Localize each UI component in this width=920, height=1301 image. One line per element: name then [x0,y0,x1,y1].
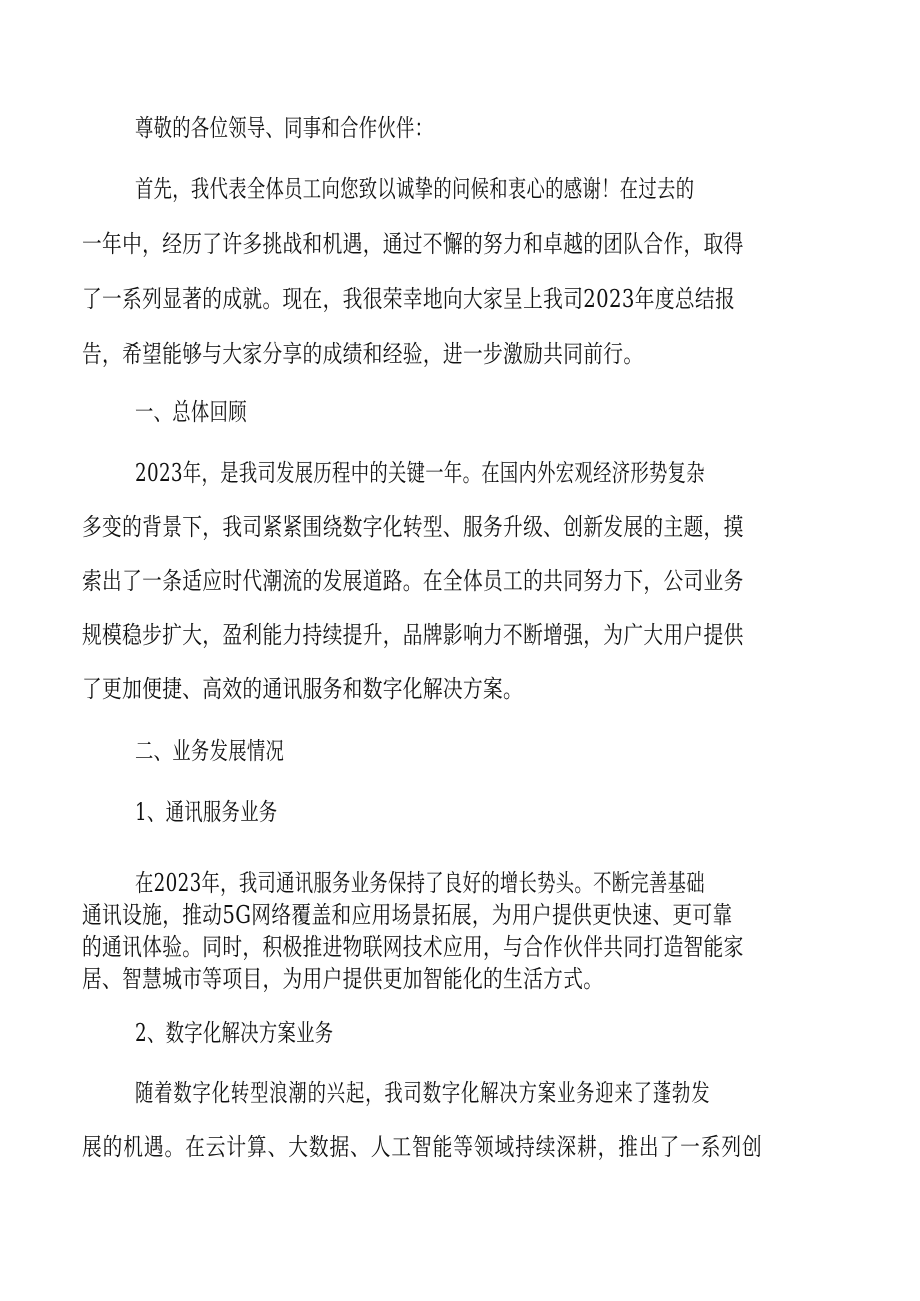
salutation: 尊敬的各位领导、同事和合作伙伴： [135,114,434,142]
subsection2-line-1: 随着数字化转型浪潮的兴起，我司数字化解决方案业务迎来了蓬勃发 [135,1079,711,1107]
section1-line-4: 规模稳步扩大，盈利能力持续提升，品牌影响力不断增强，为广大用户提供 [82,621,744,649]
subsection1-line-2: 通讯设施，推动5G网络覆盖和应用场景拓展，为用户提供更快速、更可靠 [82,901,733,929]
intro-line-1: 首先，我代表全体员工向您致以诚挚的问候和衷心的感谢！在过去的 [135,175,695,203]
section1-line-2: 多变的背景下，我司紧紧围绕数字化转型、服务升级、创新发展的主题，摸 [82,513,744,541]
intro-line-4: 告，希望能够与大家分享的成绩和经验，进一步激励共同前行。 [82,340,644,368]
subsection1-line-1: 在2023年，我司通讯服务业务保持了良好的增长势头。不断完善基础 [135,869,705,897]
subsection1-line-3: 的通讯体验。同时，积极推进物联网技术应用，与合作伙伴共同打造智能家 [82,933,744,961]
intro-line-2: 一年中，经历了许多挑战和机遇，通过不懈的努力和卓越的团队合作，取得 [82,230,744,258]
section1-line-5: 了更加便捷、高效的通讯服务和数字化解决方案。 [82,675,524,703]
subsection2-heading: 2、数字化解决方案业务 [135,1019,334,1047]
section1-line-3: 索出了一条适应时代潮流的发展道路。在全体员工的共同努力下，公司业务 [82,567,744,595]
section1-line-1: 2023年，是我司发展历程中的关键一年。在国内外宏观经济形势复杂 [135,459,705,487]
intro-line-3: 了一系列显著的成就。现在，我很荣幸地向大家呈上我司2023年度总结报 [82,285,736,313]
subsection1-line-4: 居、智慧城市等项目，为用户提供更加智能化的生活方式。 [82,965,604,993]
section1-heading: 一、总体回顾 [135,398,247,426]
section2-heading: 二、业务发展情况 [135,737,285,765]
subsection1-heading: 1、通讯服务业务 [135,798,278,826]
subsection2-line-2: 展的机遇。在云计算、大数据、人工智能等领域持续深耕，推出了一系列创 [82,1133,763,1161]
